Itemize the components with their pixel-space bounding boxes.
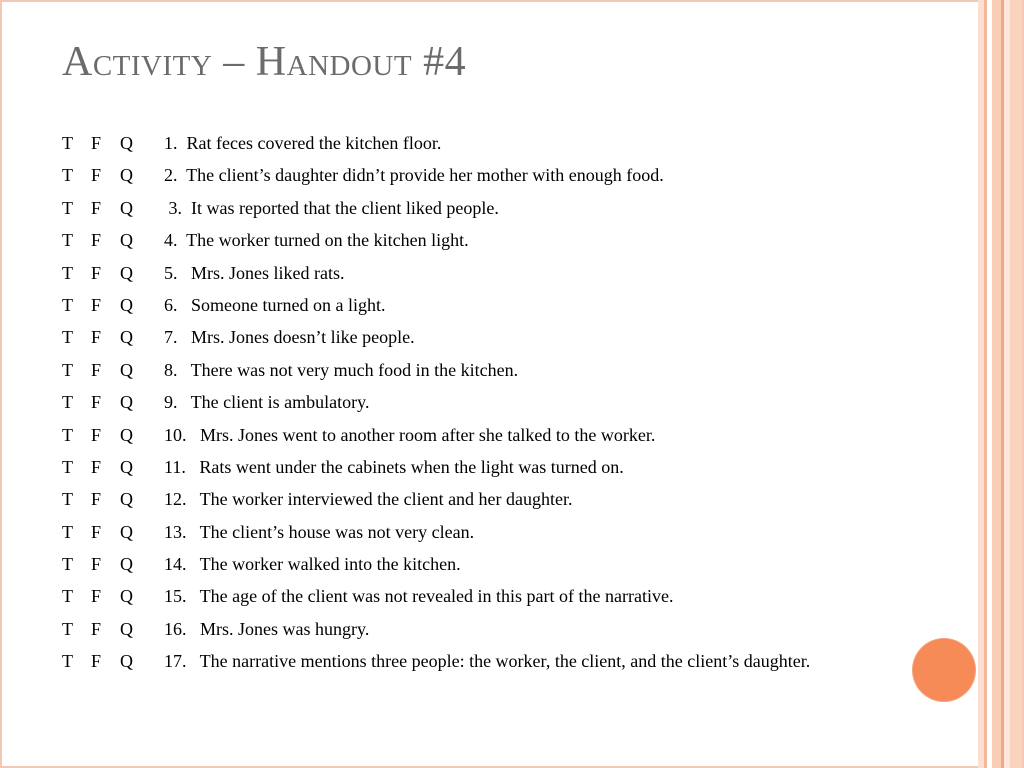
statement-row bbox=[62, 488, 862, 520]
choice-false[interactable]: F bbox=[91, 424, 102, 445]
choice-true[interactable]: T bbox=[62, 262, 73, 283]
statement-text: 2. The client’s daughter didn’t provide her mother with enough food. bbox=[164, 165, 664, 186]
choice-false[interactable]: F bbox=[91, 165, 102, 186]
choice-false[interactable]: F bbox=[91, 651, 102, 672]
tfq-choices bbox=[62, 456, 164, 479]
choice-true[interactable]: T bbox=[62, 359, 73, 380]
tfq-choices bbox=[62, 197, 164, 220]
choice-question[interactable]: Q bbox=[120, 359, 133, 380]
choice-question[interactable]: Q bbox=[120, 230, 133, 251]
statement-row bbox=[62, 262, 862, 294]
tfq-choices bbox=[62, 650, 164, 673]
choice-question[interactable]: Q bbox=[120, 327, 133, 348]
choice-question[interactable]: Q bbox=[120, 392, 133, 413]
tfq-choices bbox=[62, 359, 164, 382]
tfq-choices bbox=[62, 294, 164, 317]
statement-row bbox=[62, 229, 862, 261]
choice-question[interactable]: Q bbox=[120, 456, 133, 477]
choice-question[interactable]: Q bbox=[120, 294, 133, 315]
statement-text: 6. Someone turned on a light. bbox=[164, 294, 386, 315]
tfq-choices bbox=[62, 618, 164, 641]
statement-row bbox=[62, 521, 862, 553]
tfq-choices bbox=[62, 229, 164, 252]
statement-row bbox=[62, 359, 862, 391]
tfq-choices bbox=[62, 488, 164, 511]
decor-stripe bbox=[992, 0, 1001, 768]
choice-true[interactable]: T bbox=[62, 392, 73, 413]
statement-row bbox=[62, 424, 862, 456]
statement-row bbox=[62, 132, 862, 164]
choice-false[interactable]: F bbox=[91, 294, 102, 315]
choice-question[interactable]: Q bbox=[120, 197, 133, 218]
statement-text: 14. The worker walked into the kitchen. bbox=[164, 554, 461, 575]
statement-text: 12. The worker interviewed the client and her daughter. bbox=[164, 489, 573, 510]
choice-question[interactable]: Q bbox=[120, 133, 133, 153]
statement-text: 3. It was reported that the client liked people. bbox=[164, 197, 499, 218]
statement-text: 16. Mrs. Jones was hungry. bbox=[164, 618, 370, 639]
statement-row bbox=[62, 456, 862, 488]
choice-false[interactable]: F bbox=[91, 554, 102, 575]
tfq-choices bbox=[62, 391, 164, 414]
choice-question[interactable]: Q bbox=[120, 651, 133, 672]
statement-row bbox=[62, 650, 862, 700]
choice-false[interactable]: F bbox=[91, 618, 102, 639]
choice-true[interactable]: T bbox=[62, 197, 73, 218]
statement-row bbox=[62, 197, 862, 229]
decor-stripe bbox=[1010, 0, 1022, 768]
choice-question[interactable]: Q bbox=[120, 262, 133, 283]
statement-text: 13. The client’s house was not very clean. bbox=[164, 521, 475, 542]
choice-true[interactable]: T bbox=[62, 489, 73, 510]
tfq-choices bbox=[62, 553, 164, 576]
statement-row bbox=[62, 294, 862, 326]
choice-true[interactable]: T bbox=[62, 165, 73, 186]
statement-row bbox=[62, 553, 862, 585]
statement-text: 4. The worker turned on the kitchen light. bbox=[164, 230, 469, 251]
statement-text: 15. The age of the client was not revealed in this part of the narrative. bbox=[164, 586, 674, 607]
choice-true[interactable]: T bbox=[62, 294, 73, 315]
choice-false[interactable]: F bbox=[91, 456, 102, 477]
tfq-choices bbox=[62, 521, 164, 544]
choice-question[interactable]: Q bbox=[120, 586, 133, 607]
choice-question[interactable]: Q bbox=[120, 165, 133, 186]
choice-question[interactable]: Q bbox=[120, 521, 133, 542]
choice-question[interactable]: Q bbox=[120, 489, 133, 510]
statement-row bbox=[62, 391, 862, 423]
choice-question[interactable]: Q bbox=[120, 554, 133, 575]
statement-row bbox=[62, 326, 862, 358]
choice-false[interactable]: F bbox=[91, 327, 102, 348]
statement-text: 5. Mrs. Jones liked rats. bbox=[164, 262, 345, 283]
statement-text: 7. Mrs. Jones doesn’t like people. bbox=[164, 327, 415, 348]
choice-true[interactable]: T bbox=[62, 456, 73, 477]
statement-text: 17. The narrative mentions three people: the worker, the client, and the client’s daughter. bbox=[164, 651, 811, 672]
choice-false[interactable]: F bbox=[91, 230, 102, 251]
tfq-choices bbox=[62, 164, 164, 187]
statement-text: 1. Rat feces covered the kitchen floor. bbox=[164, 133, 442, 153]
tfq-choices bbox=[62, 132, 164, 155]
statement-text: 9. The client is ambulatory. bbox=[164, 392, 370, 413]
choice-false[interactable]: F bbox=[91, 489, 102, 510]
choice-true[interactable]: T bbox=[62, 327, 73, 348]
choice-false[interactable]: F bbox=[91, 586, 102, 607]
choice-false[interactable]: F bbox=[91, 133, 102, 153]
choice-true[interactable]: T bbox=[62, 424, 73, 445]
tfq-choices bbox=[62, 585, 164, 608]
choice-true[interactable]: T bbox=[62, 651, 73, 672]
statement-row bbox=[62, 618, 862, 650]
statement-row bbox=[62, 164, 862, 196]
choice-true[interactable]: T bbox=[62, 133, 73, 153]
slide-title: Activity – Handout #4 bbox=[62, 39, 467, 85]
statement-row bbox=[62, 585, 862, 617]
tfq-choices bbox=[62, 424, 164, 447]
choice-false[interactable]: F bbox=[91, 392, 102, 413]
choice-false[interactable]: F bbox=[91, 521, 102, 542]
choice-false[interactable]: F bbox=[91, 262, 102, 283]
choice-question[interactable]: Q bbox=[120, 618, 133, 639]
tfq-choices bbox=[62, 262, 164, 285]
choice-true[interactable]: T bbox=[62, 554, 73, 575]
choice-true[interactable]: T bbox=[62, 618, 73, 639]
decor-orb bbox=[913, 639, 975, 701]
statement-list bbox=[62, 132, 862, 700]
choice-false[interactable]: F bbox=[91, 197, 102, 218]
choice-true[interactable]: T bbox=[62, 521, 73, 542]
statement-text: 10. Mrs. Jones went to another room after she talked to the worker. bbox=[164, 424, 656, 445]
statement-text: 11. Rats went under the cabinets when the light was turned on. bbox=[164, 456, 624, 477]
choice-question[interactable]: Q bbox=[120, 424, 133, 445]
choice-false[interactable]: F bbox=[91, 359, 102, 380]
statement-text: 8. There was not very much food in the kitchen. bbox=[164, 359, 519, 380]
choice-true[interactable]: T bbox=[62, 230, 73, 251]
choice-true[interactable]: T bbox=[62, 586, 73, 607]
tfq-choices bbox=[62, 326, 164, 349]
